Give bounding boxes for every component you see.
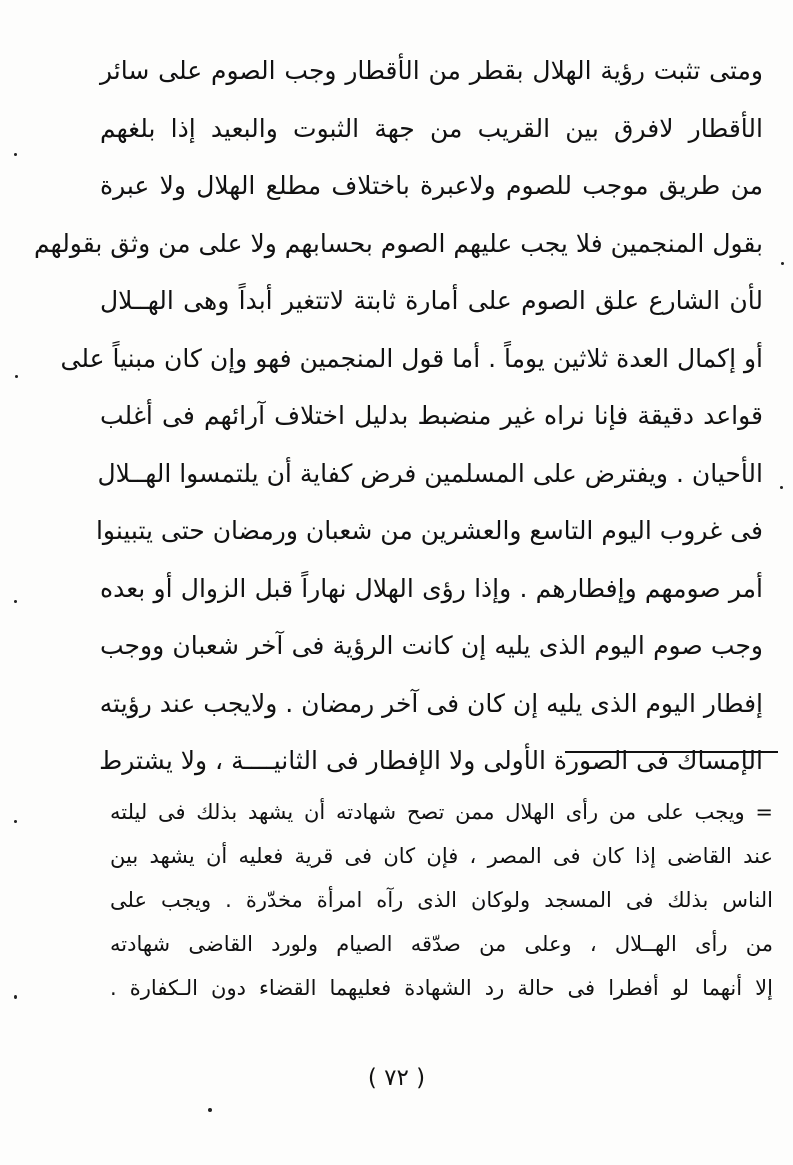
body-line: قواعد دقيقة فإنا نراه غير منضبط بدليل اختلاف آرائهم فى أغلب (100, 401, 763, 430)
footnote-line: إلا أنهما لو أفطرا فى حالة رد الشهادة فعليهما القضاء دون الـكفارة . (110, 976, 773, 1000)
main-text-block (34, 42, 763, 790)
scan-speck (14, 995, 17, 999)
footnote-line: الناس بذلك فى المسجد ولوكان الذى رآه امرأة مخدّرة . ويجب على (110, 888, 773, 912)
body-line: من طريق موجب للصوم ولاعبرة باختلاف مطلع الهلال ولا عبرة (100, 171, 763, 200)
body-line: فى غروب اليوم التاسع والعشرين من شعبان ورمضان حتى يتبينوا (95, 516, 763, 545)
page-number: ( ٧٢ ) (367, 1065, 426, 1091)
scan-speck (780, 486, 783, 489)
footnote-separator-rule (565, 751, 778, 753)
footnote-line: من رأى الهــلال ، وعلى من صدّقه الصيام ولورد القاضى شهادته (110, 932, 773, 956)
body-line: الأحيان . ويفترض على المسلمين فرض كفاية أن يلتمسوا الهــلال (97, 458, 763, 488)
body-line: الإمساك فى الصورة الأولى ولا الإفطار فى الثانيــــة ، ولا يشترط (99, 746, 763, 775)
scan-speck (15, 375, 18, 378)
scan-speck (14, 153, 17, 156)
scan-speck (781, 262, 784, 265)
body-line: بقول المنجمين فلا يجب عليهم الصوم بحسابهم ولا على من وثق بقولهم (34, 228, 763, 258)
footnote-line: عند القاضى إذا كان فى المصر ، فإن كان فى قرية فعليه أن يشهد بين (110, 844, 773, 868)
body-line: ومتى تثبت رؤية الهلال بقطر من الأقطار وجب الصوم على سائر (100, 56, 763, 85)
scan-speck (208, 1108, 212, 1112)
body-line: الأقطار لافرق بين القريب من جهة الثبوت والبعيد إذا بلغهم (100, 113, 763, 143)
body-line: أمر صومهم وإفطارهم . وإذا رؤى الهلال نهاراً قبل الزوال أو بعده (100, 573, 763, 603)
footnote-line: = ويجب على من رأى الهلال ممن تصح شهادته أن يشهد بذلك فى ليلته (110, 800, 773, 824)
body-line: أو إكمال العدة ثلاثين يوماً . أما قول المنجمين فهو وإن كان مبنياً على (60, 343, 763, 373)
scan-speck (14, 600, 17, 603)
body-line: لأن الشارع علق الصوم على أمارة ثابتة لاتتغير أبداً وهى الهــلال (100, 286, 763, 315)
body-line: وجب صوم اليوم الذى يليه إن كانت الرؤية فى آخر شعبان ووجب (100, 631, 763, 660)
footnote-block (110, 790, 773, 1010)
scan-speck (14, 820, 17, 823)
body-line: إفطار اليوم الذى يليه إن كان فى آخر رمضان . ولايجب عند رؤيته (99, 688, 763, 718)
